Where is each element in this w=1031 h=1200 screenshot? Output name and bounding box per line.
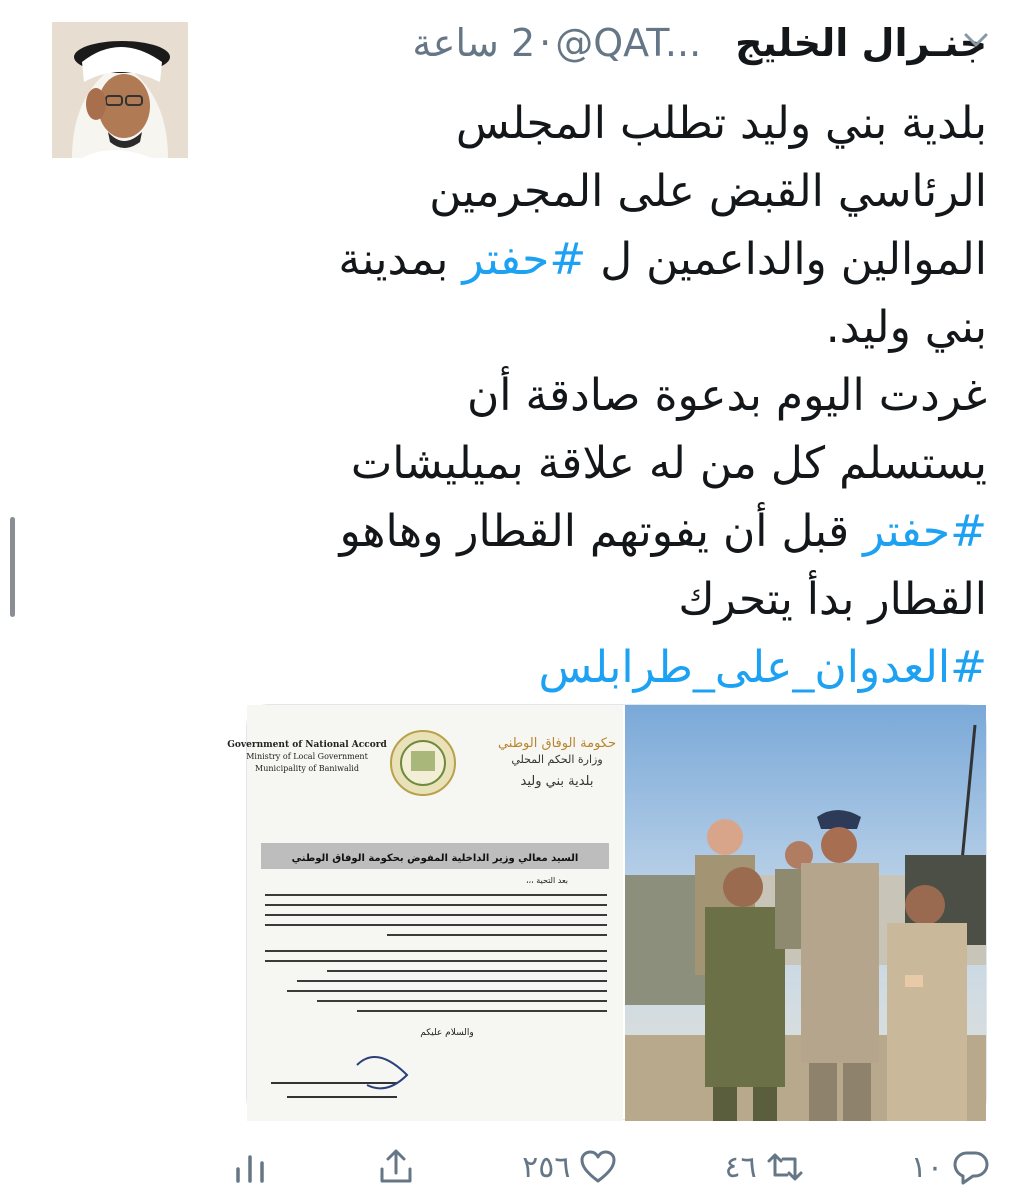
separator-dot: · bbox=[539, 21, 552, 65]
doc-en-title: Government of National Accord bbox=[227, 740, 387, 750]
tweet-text bbox=[232, 90, 987, 702]
group-photo-image bbox=[625, 705, 986, 1121]
tweet-media bbox=[227, 704, 987, 1120]
hashtag-link[interactable]: #حفتر bbox=[863, 506, 987, 557]
like-count: ٢٥٦ bbox=[522, 1149, 571, 1185]
group-photo[interactable] bbox=[625, 705, 986, 1119]
retweet-button[interactable] bbox=[724, 1147, 804, 1187]
tweet-text-fragment: بمدينة bbox=[338, 234, 463, 285]
doc-subject: السيد معالي وزير الداخلية المفوض بحكومة الوفاق الوطني bbox=[291, 853, 579, 864]
share-button[interactable] bbox=[376, 1147, 416, 1187]
tweet-line: القطار بدأ يتحرك bbox=[678, 574, 987, 625]
tweet-line bbox=[232, 226, 987, 294]
retweet-icon bbox=[765, 1147, 805, 1187]
doc-closing: والسلام عليكم bbox=[420, 1028, 474, 1038]
document-scan bbox=[227, 705, 623, 1121]
tweet-text-fragment: الموالين والداعمين ل bbox=[586, 234, 987, 285]
tweet-line: بني وليد. bbox=[825, 302, 987, 353]
analytics-icon bbox=[230, 1147, 270, 1187]
tweet-actions bbox=[230, 1140, 991, 1194]
like-icon bbox=[578, 1147, 618, 1187]
hashtag-link[interactable]: #حفتر bbox=[462, 234, 587, 285]
tweet-text-fragment: قبل أن يفوتهم القطار وهاهو bbox=[339, 506, 864, 557]
document-image[interactable] bbox=[227, 705, 623, 1119]
doc-en-ministry: Ministry of Local Government bbox=[246, 752, 368, 761]
doc-ar-ministry: وزارة الحكم المحلي bbox=[511, 753, 603, 766]
tweet-header bbox=[230, 14, 987, 72]
tweet-line bbox=[232, 634, 987, 702]
doc-ar-municipality: بلدية بني وليد bbox=[520, 774, 594, 789]
tweet-line: غردت اليوم بدعوة صادقة أن bbox=[466, 370, 987, 421]
doc-ar-gov: حكومة الوفاق الوطني bbox=[497, 736, 617, 751]
reply-icon bbox=[951, 1147, 991, 1187]
avatar-photo bbox=[52, 22, 188, 158]
doc-greeting: بعد التحية ،،، bbox=[525, 876, 569, 885]
user-handle[interactable]: @QAT... bbox=[555, 21, 702, 65]
tweet-line: الرئاسي القبض على المجرمين bbox=[429, 166, 987, 217]
tweet-time[interactable]: 2 ساعة bbox=[412, 21, 536, 65]
reply-count: ١٠ bbox=[910, 1149, 943, 1185]
hashtag-link[interactable]: #العدوان_على_طرابلس bbox=[538, 642, 987, 693]
share-icon bbox=[376, 1147, 416, 1187]
reply-button[interactable] bbox=[911, 1147, 991, 1187]
analytics-button[interactable] bbox=[230, 1147, 270, 1187]
retweet-count: ٤٦ bbox=[724, 1149, 757, 1185]
tweet-line: يستسلم كل من له علاقة بميليشات bbox=[350, 438, 987, 489]
chevron-down-icon[interactable] bbox=[961, 27, 991, 53]
like-button[interactable] bbox=[522, 1147, 618, 1187]
tweet-line bbox=[232, 498, 987, 566]
scroll-indicator[interactable] bbox=[10, 517, 15, 617]
display-name[interactable]: جنـرال الخليج bbox=[735, 21, 987, 65]
tweet-line: بلدية بني وليد تطلب المجلس bbox=[455, 98, 987, 149]
doc-en-municipality: Municipality of Baniwalid bbox=[255, 764, 359, 773]
avatar[interactable] bbox=[52, 22, 188, 158]
